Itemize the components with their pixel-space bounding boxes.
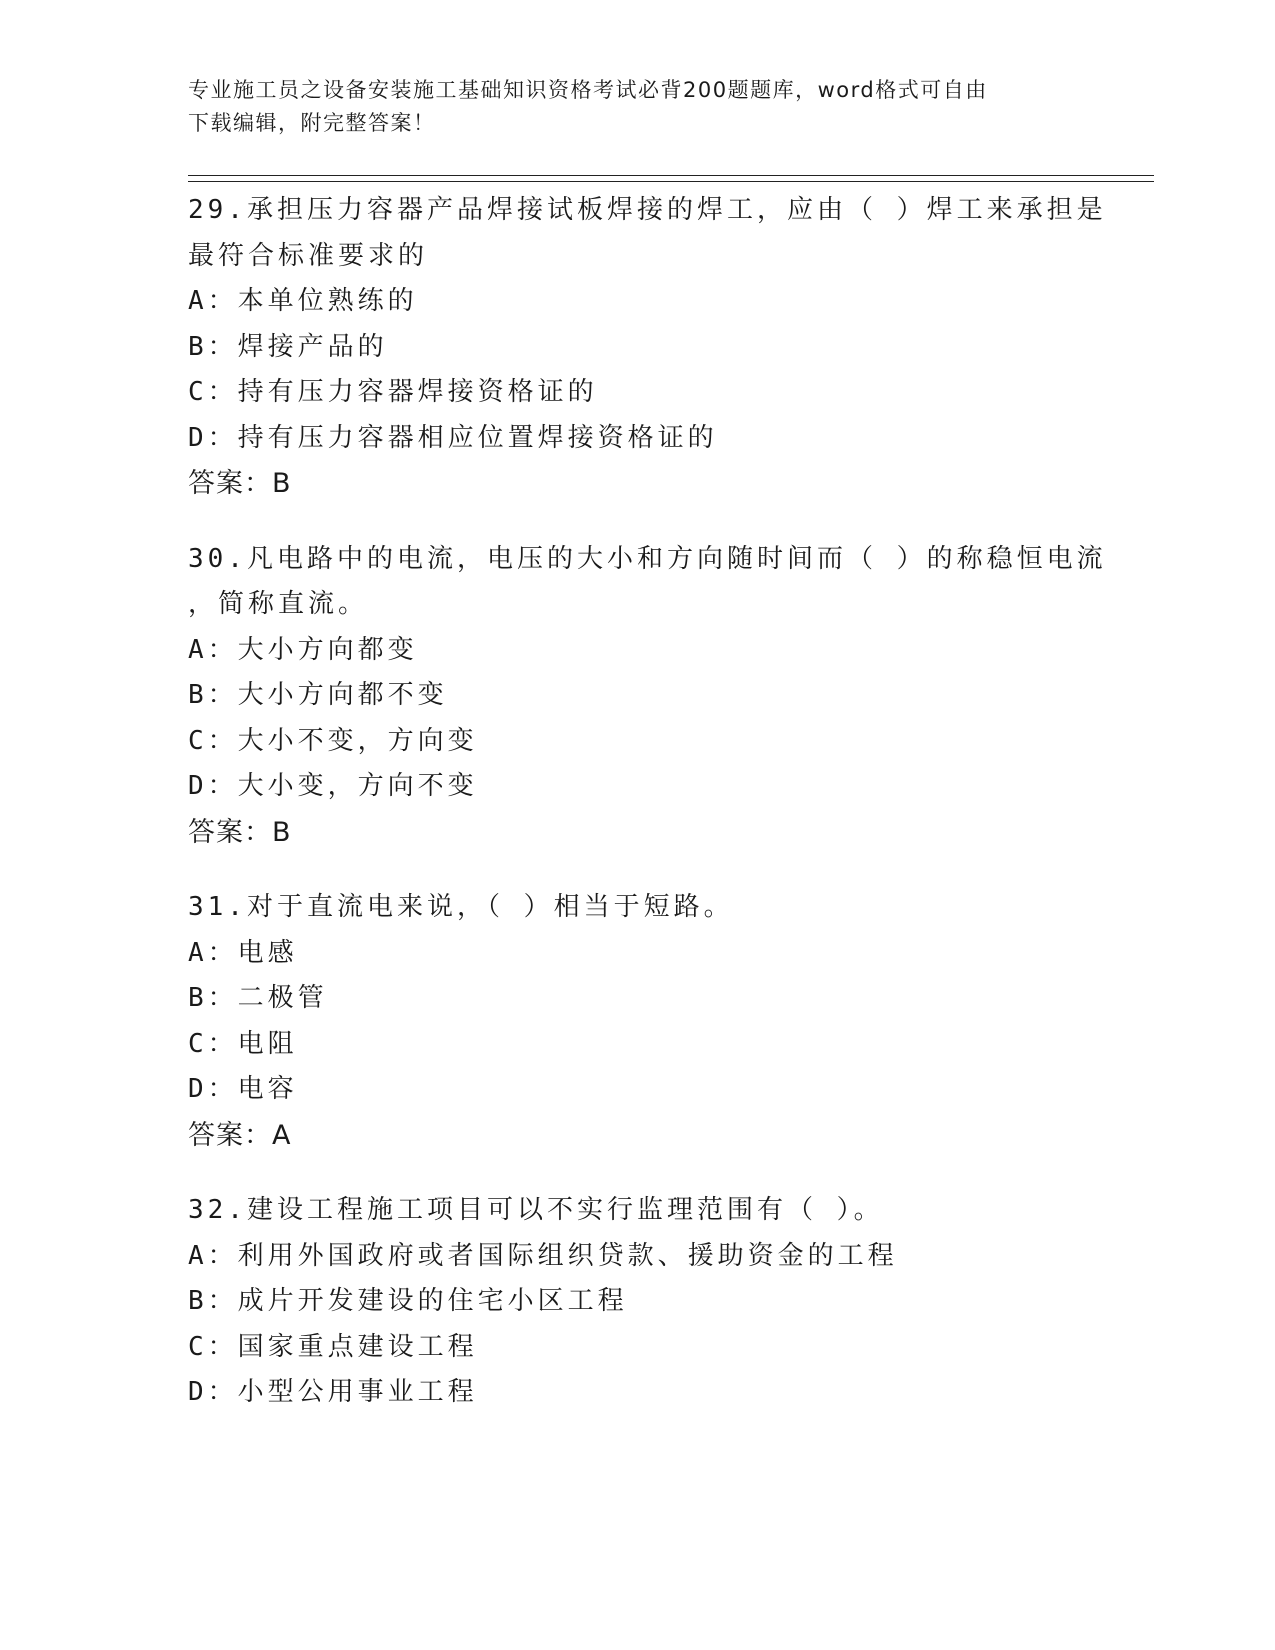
header-line-1: 专业施工员之设备安装施工基础知识资格考试必背200题题库，word格式可自由 — [188, 78, 988, 102]
answer-line: 答案：B — [188, 816, 292, 848]
question-list — [188, 188, 1107, 1446]
header-divider-top — [188, 175, 1154, 176]
question-stem-line: 31.对于直流电来说，（ ）相当于短路。 — [188, 892, 734, 922]
option-d: D：电容 — [188, 1074, 298, 1104]
option-b: B：焊接产品的 — [188, 331, 388, 362]
question-stem-line: ，简称直流。 — [188, 589, 369, 619]
document-header — [188, 74, 1088, 140]
option-a: A：利用外国政府或者国际组织贷款、援助资金的工程 — [188, 1240, 898, 1271]
option-d: D：大小变，方向不变 — [188, 771, 478, 801]
option-c: C：大小不变，方向变 — [188, 725, 478, 756]
answer-line: 答案：B — [188, 468, 292, 499]
question-stem-line: 29.承担压力容器产品焊接试板焊接的焊工，应由（ ）焊工来承担是 — [188, 195, 1107, 225]
question-32 — [188, 1188, 1088, 1416]
option-a: A：大小方向都变 — [188, 634, 418, 665]
question-stem-line: 最符合标准要求的 — [188, 240, 429, 271]
option-c: C：国家重点建设工程 — [188, 1331, 478, 1362]
option-d: D：小型公用事业工程 — [188, 1377, 478, 1407]
option-a: A：本单位熟练的 — [188, 286, 418, 316]
option-c: C：持有压力容器焊接资格证的 — [188, 377, 598, 407]
question-29 — [188, 188, 1107, 507]
question-31 — [188, 885, 1088, 1158]
option-b: B：成片开发建设的住宅小区工程 — [188, 1286, 628, 1316]
option-b: B：大小方向都不变 — [188, 680, 448, 710]
option-d: D：持有压力容器相应位置焊接资格证的 — [188, 422, 718, 453]
option-b: B：二极管 — [188, 983, 328, 1013]
answer-line: 答案：A — [188, 1119, 292, 1151]
header-line-2: 下载编辑，附完整答案！ — [188, 111, 436, 135]
header-divider-bottom — [188, 181, 1154, 182]
question-stem-line: 30.凡电路中的电流，电压的大小和方向随时间而（ ）的称稳恒电流 — [188, 543, 1107, 574]
question-stem-line: 32.建设工程施工项目可以不实行监理范围有（ ）。 — [188, 1195, 884, 1225]
question-30 — [188, 537, 1107, 856]
option-a: A：电感 — [188, 937, 298, 968]
option-c: C：电阻 — [188, 1028, 298, 1059]
